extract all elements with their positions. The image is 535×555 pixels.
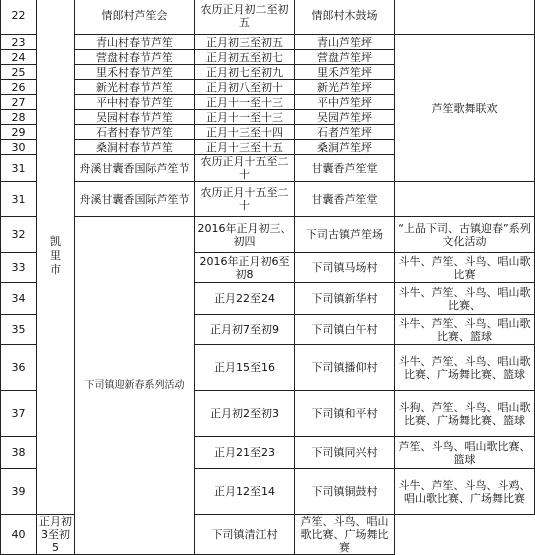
event-content-group: 芦笙歌舞联欢 xyxy=(395,35,535,182)
event-date: 正月初三至初五 xyxy=(195,35,295,50)
event-place: 下司镇和平村 xyxy=(295,391,395,437)
row-number: 23 xyxy=(1,35,37,50)
event-place: 青山芦笙坪 xyxy=(295,35,395,50)
row-number: 29 xyxy=(1,125,37,140)
table-row xyxy=(1,0,535,35)
row-number: 32 xyxy=(1,217,37,253)
event-date: 2016年正月初6至初8 xyxy=(195,253,295,283)
event-table-body xyxy=(1,0,535,555)
row-number: 39 xyxy=(1,469,37,515)
row-number: 31 xyxy=(1,182,37,217)
event-content: 芦笙、斗鸟、唱山歌比赛、广场舞比赛 xyxy=(295,515,395,555)
event-name: 吴园村春节芦笙 xyxy=(75,110,195,125)
event-place: 吴园芦笙坪 xyxy=(295,110,395,125)
event-name: 石者村春节芦笙 xyxy=(75,125,195,140)
event-place: 下司镇新华村 xyxy=(295,283,395,315)
event-name: 新光村春节芦笙 xyxy=(75,80,195,95)
event-place: 里禾芦笙坪 xyxy=(295,65,395,80)
event-date: 正月21至23 xyxy=(195,437,295,469)
event-content: “上品下司、古镇迎春”系列文化活动 xyxy=(395,217,535,253)
event-date: 正月初八至初十 xyxy=(195,80,295,95)
row-number: 28 xyxy=(1,110,37,125)
event-place: 情郎村木鼓场 xyxy=(295,0,395,35)
event-place: 下司古镇芦笙场 xyxy=(295,217,395,253)
row-number: 36 xyxy=(1,345,37,391)
row-number: 40 xyxy=(1,515,37,555)
row-number: 27 xyxy=(1,95,37,110)
event-place: 石者芦笙坪 xyxy=(295,125,395,140)
event-place: 桑洞芦笙坪 xyxy=(295,140,395,155)
event-date: 正月初2至初3 xyxy=(195,391,295,437)
event-date: 正月初7至初9 xyxy=(195,315,295,345)
event-date: 农历正月初二至初五 xyxy=(195,0,295,35)
event-date: 正月初3至初5 xyxy=(37,515,75,555)
event-date: 2016年正月初三、初四 xyxy=(195,217,295,253)
xiasi-series-cell: 下司镇迎新春系列活动 xyxy=(75,217,195,555)
event-date: 正月初七至初九 xyxy=(195,65,295,80)
event-content: 斗牛、芦笙、斗鸟、唱山歌比赛、篮球 xyxy=(395,315,535,345)
event-date: 正月十一至十三 xyxy=(195,95,295,110)
event-content: 斗狗、芦笙、斗鸟、唱山歌比赛、广场舞比赛、篮球 xyxy=(395,391,535,437)
table-row xyxy=(1,182,535,217)
event-place: 下司镇白午村 xyxy=(295,315,395,345)
event-date: 正月十三至十四 xyxy=(195,125,295,140)
row-number: 22 xyxy=(1,0,37,35)
event-date: 农历正月十五至二十 xyxy=(195,155,295,182)
event-place: 平中芦笙坪 xyxy=(295,95,395,110)
event-date: 正月初五至初七 xyxy=(195,50,295,65)
row-number: 25 xyxy=(1,65,37,80)
row-number: 26 xyxy=(1,80,37,95)
row-number: 34 xyxy=(1,283,37,315)
event-content: 斗牛、芦笙、斗鸟、唱山歌比赛、 xyxy=(395,283,535,315)
event-place: 下司镇马场村 xyxy=(295,253,395,283)
event-place: 下司镇播仰村 xyxy=(295,345,395,391)
event-date: 正月22至24 xyxy=(195,283,295,315)
event-date: 正月12至14 xyxy=(195,469,295,515)
event-content: 斗牛、芦笙、斗鸟、斗鸡、唱山歌比赛、广场舞比赛 xyxy=(395,469,535,515)
event-name: 营盘村春节芦笙 xyxy=(75,50,195,65)
event-content: 斗牛、芦笙、斗鸟、唱山歌比赛、广场舞比赛、篮球 xyxy=(395,345,535,391)
event-name: 情郎村芦笙会 xyxy=(75,0,195,35)
event-place: 甘囊香芦笙堂 xyxy=(295,182,395,217)
event-place: 下司镇清江村 xyxy=(195,515,295,555)
event-name: 里禾村春节芦笙 xyxy=(75,65,195,80)
row-number: 24 xyxy=(1,50,37,65)
region-cell xyxy=(37,0,75,515)
event-date: 正月十一至十三 xyxy=(195,110,295,125)
event-name: 舟溪甘囊香国际芦笙节 xyxy=(75,155,195,182)
event-content xyxy=(395,0,535,35)
event-place: 下司镇同兴村 xyxy=(295,437,395,469)
event-content: 斗牛、芦笙、斗鸟、唱山歌比赛 xyxy=(395,253,535,283)
event-place: 营盘芦笙坪 xyxy=(295,50,395,65)
event-content: 芦笙、斗鸟、唱山歌比赛、篮球 xyxy=(395,437,535,469)
event-name: 平中村春节芦笙 xyxy=(75,95,195,110)
event-date: 正月15至16 xyxy=(195,345,295,391)
event-content xyxy=(395,182,535,217)
row-number: 37 xyxy=(1,391,37,437)
event-place: 新光芦笙坪 xyxy=(295,80,395,95)
row-number: 30 xyxy=(1,140,37,155)
event-date: 农历正月十五至二十 xyxy=(195,182,295,217)
event-date: 正月十三至十五 xyxy=(195,140,295,155)
event-place: 下司镇铜鼓村 xyxy=(295,469,395,515)
event-name: 桑洞村春节芦笙 xyxy=(75,140,195,155)
table-row xyxy=(1,35,535,50)
event-place: 甘囊香芦笙堂 xyxy=(295,155,395,182)
row-number: 33 xyxy=(1,253,37,283)
event-name: 舟溪甘囊香国际芦笙节 xyxy=(75,182,195,217)
region-label: 凯里市 xyxy=(50,234,61,276)
event-name: 青山村春节芦笙 xyxy=(75,35,195,50)
row-number: 35 xyxy=(1,315,37,345)
row-number: 31 xyxy=(1,155,37,182)
row-number: 38 xyxy=(1,437,37,469)
table-row xyxy=(1,217,535,253)
